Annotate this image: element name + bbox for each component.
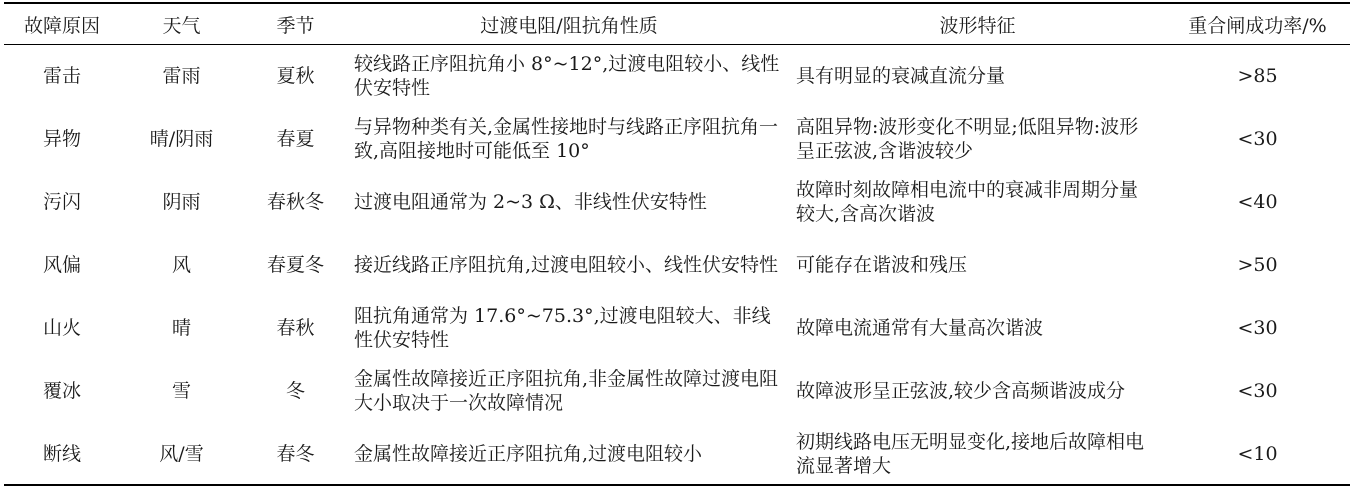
header-reclose-rate: 重合闸成功率/% (1188, 14, 1327, 37)
cell-resistance: 接近线路正序阻抗角,过渡电阻较小、线性伏安特性 (354, 253, 779, 276)
header-weather: 天气 (162, 14, 201, 37)
table-row (4, 107, 1350, 170)
header-resistance-angle: 过渡电阻/阻抗角性质 (480, 14, 658, 37)
header-season: 季节 (276, 14, 315, 37)
cell-season: 夏秋 (276, 64, 315, 87)
cell-season: 冬 (285, 379, 305, 402)
table-row (4, 359, 1350, 422)
cell-rate: >85 (1237, 64, 1278, 87)
cell-resistance: 阻抗角通常为 17.6°~75.3°,过渡电阻较大、非线性伏安特性 (354, 304, 771, 351)
cell-waveform: 故障时刻故障相电流中的衰减非周期分量较大,含高次谐波 (796, 178, 1139, 225)
cell-weather: 风 (171, 253, 191, 276)
cell-weather: 阴雨 (162, 190, 201, 213)
cell-weather: 晴/阴雨 (149, 127, 214, 150)
header-waveform: 波形特征 (939, 14, 1016, 37)
cell-rate: >50 (1237, 253, 1278, 276)
cell-cause: 山火 (42, 316, 81, 339)
cell-waveform: 可能存在谐波和残压 (796, 253, 968, 276)
cell-cause: 覆冰 (42, 379, 81, 402)
cell-cause: 雷击 (42, 64, 81, 87)
table-header-row (4, 4, 1350, 44)
cell-rate: <30 (1237, 127, 1278, 150)
table-row (4, 296, 1350, 359)
cell-resistance: 与异物种类有关,金属性接地时与线路正序阻抗角一致,高阻接地时可能低至 10° (354, 115, 779, 162)
table-row (4, 170, 1350, 233)
cell-weather: 雪 (171, 379, 191, 402)
cell-resistance: 过渡电阻通常为 2~3 Ω、非线性伏安特性 (354, 190, 707, 213)
table-row (4, 422, 1350, 485)
cell-season: 春秋 (276, 316, 315, 339)
cell-season: 春夏冬 (266, 253, 324, 276)
cell-cause: 异物 (42, 127, 81, 150)
cell-rate: <30 (1237, 379, 1278, 402)
cell-waveform: 初期线路电压无明显变化,接地后故障相电流显著增大 (796, 430, 1145, 477)
cell-cause: 污闪 (42, 190, 81, 213)
cell-waveform: 高阻异物:波形变化不明显;低阻异物:波形呈正弦波,含谐波较少 (796, 115, 1139, 162)
cell-rate: <10 (1237, 442, 1278, 465)
cell-resistance: 金属性故障接近正序阻抗角,非金属性故障过渡电阻大小取决于一次故障情况 (354, 367, 779, 414)
fault-characteristics-table (4, 4, 1350, 485)
cell-cause: 断线 (42, 442, 81, 465)
cell-rate: <40 (1237, 190, 1278, 213)
cell-rate: <30 (1237, 316, 1278, 339)
table-row (4, 233, 1350, 296)
cell-season: 春冬 (276, 442, 315, 465)
cell-weather: 晴 (171, 316, 191, 339)
cell-waveform: 具有明显的衰减直流分量 (796, 64, 1006, 87)
cell-season: 春秋冬 (266, 190, 324, 213)
cell-weather: 风/雪 (159, 442, 204, 465)
cell-weather: 雷雨 (162, 64, 201, 87)
cell-season: 春夏 (276, 127, 315, 150)
cell-waveform: 故障电流通常有大量高次谐波 (796, 316, 1044, 339)
cell-resistance: 较线路正序阻抗角小 8°~12°,过渡电阻较小、线性伏安特性 (354, 52, 780, 99)
header-fault-cause: 故障原因 (23, 14, 100, 37)
cell-cause: 风偏 (42, 253, 81, 276)
cell-resistance: 金属性故障接近正序阻抗角,过渡电阻较小 (354, 442, 703, 465)
table-row (4, 44, 1350, 107)
cell-waveform: 故障波形呈正弦波,较少含高频谐波成分 (796, 379, 1126, 402)
